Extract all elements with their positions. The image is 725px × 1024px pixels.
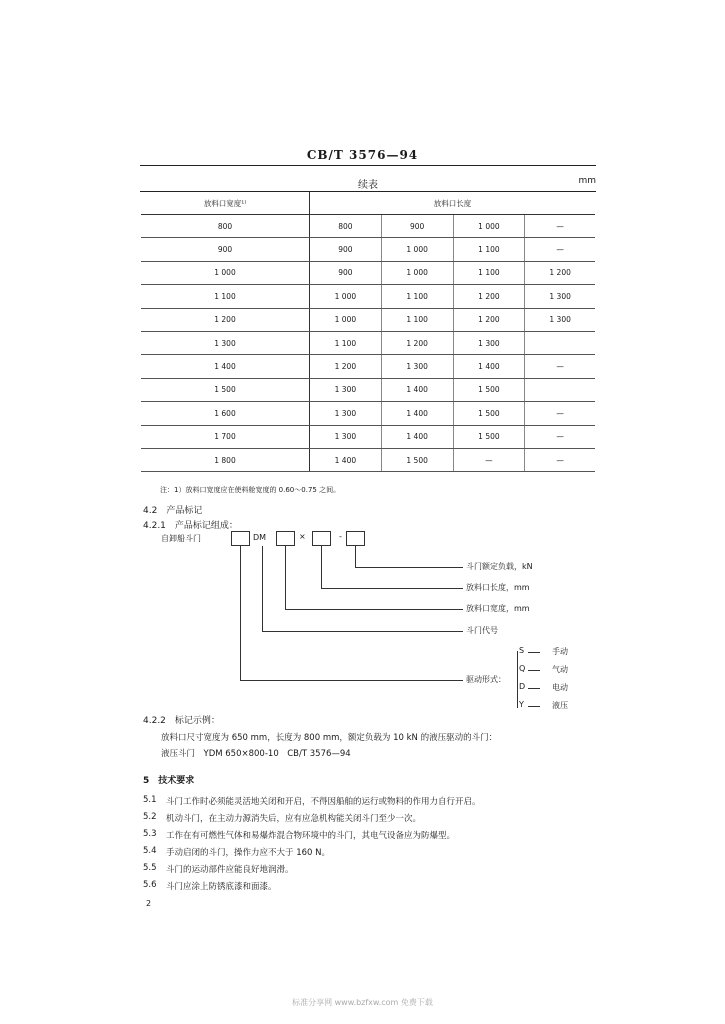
col-header-width: 放料口宽度¹⁾ bbox=[141, 192, 310, 215]
table-row bbox=[141, 215, 595, 238]
label-load: 斗门额定负载，kN bbox=[466, 562, 533, 571]
cell-length: 1 100 bbox=[381, 308, 453, 331]
table-row bbox=[141, 331, 595, 354]
requirement-text: 工作在有可燃性气体和易爆炸混合物环境中的斗门，其电气设备应为防爆型。 bbox=[166, 831, 456, 841]
cell-length: 1 200 bbox=[310, 355, 382, 378]
section-4-2-heading bbox=[143, 503, 202, 516]
cell-length: — bbox=[525, 238, 595, 261]
table-row bbox=[141, 425, 595, 448]
table-row bbox=[141, 261, 595, 284]
watermark: 标准分享网 www.bzfxw.com 免费下载 bbox=[292, 998, 433, 1007]
table-caption: 续表 bbox=[358, 180, 378, 191]
header-rule bbox=[140, 165, 596, 166]
length-box bbox=[312, 531, 331, 546]
requirement-text: 手动启闭的斗门，操作力应不大于 160 N。 bbox=[166, 848, 330, 858]
cell-length: 1 300 bbox=[310, 402, 382, 425]
cell-length: 1 000 bbox=[310, 285, 382, 308]
cell-length: 900 bbox=[310, 238, 382, 261]
section-number: 4.2.2 bbox=[143, 716, 166, 726]
drive-type-dash bbox=[528, 688, 540, 689]
cell-width: 1 600 bbox=[141, 402, 310, 425]
cell-length: 1 300 bbox=[525, 308, 595, 331]
cell-width: 1 200 bbox=[141, 308, 310, 331]
leader-drive-v bbox=[240, 546, 241, 680]
section-number: 5 bbox=[143, 776, 150, 786]
cell-length: 1 200 bbox=[525, 261, 595, 284]
cell-width: 1 500 bbox=[141, 378, 310, 401]
cell-length: 1 400 bbox=[381, 402, 453, 425]
cell-length: 1 100 bbox=[381, 285, 453, 308]
table-header-row bbox=[141, 192, 595, 215]
drive-type-dash bbox=[528, 652, 540, 653]
requirement-number: 5.2 bbox=[143, 812, 157, 822]
section-4-2-1-heading bbox=[143, 518, 238, 531]
leader-drive-h bbox=[240, 680, 463, 681]
page-number: 2 bbox=[146, 899, 152, 908]
cell-length: 800 bbox=[310, 215, 382, 238]
section-title: 产品标记 bbox=[166, 506, 203, 516]
cell-length: 1 500 bbox=[453, 378, 525, 401]
table-row bbox=[141, 355, 595, 378]
cell-width: 1 800 bbox=[141, 448, 310, 471]
cell-width: 1 100 bbox=[141, 285, 310, 308]
standard-number-header: CB/T 3576—94 bbox=[306, 148, 419, 162]
cell-width: 1 400 bbox=[141, 355, 310, 378]
leader-load-h bbox=[355, 567, 463, 568]
leader-code-v bbox=[262, 546, 263, 631]
requirement-number: 5.6 bbox=[143, 880, 157, 890]
table-note: 注：1）放料口宽度应在使料舱宽度的 0.60～0.75 之间。 bbox=[160, 486, 341, 494]
label-drive: 驱动形式： bbox=[466, 675, 506, 684]
table-unit: mm bbox=[578, 176, 596, 186]
product-code: DM bbox=[253, 533, 267, 542]
cell-length: — bbox=[525, 215, 595, 238]
width-box bbox=[276, 531, 295, 546]
cell-length: 1 500 bbox=[381, 448, 453, 471]
label-code: 斗门代号 bbox=[466, 626, 498, 635]
requirement-number: 5.1 bbox=[143, 795, 157, 805]
cell-length: 1 000 bbox=[310, 308, 382, 331]
section-4-2-2-heading bbox=[143, 713, 220, 726]
cell-length: 1 000 bbox=[381, 261, 453, 284]
leader-width-h bbox=[285, 609, 463, 610]
leader-code-h bbox=[262, 631, 463, 632]
requirement-number: 5.4 bbox=[143, 846, 157, 856]
cell-length: 900 bbox=[381, 215, 453, 238]
requirement-text: 斗门应涂上防锈底漆和面漆。 bbox=[166, 882, 277, 892]
cell-length: 1 000 bbox=[381, 238, 453, 261]
section-title: 技术要求 bbox=[158, 776, 195, 786]
requirement-text: 斗门的运动部件应能良好地润滑。 bbox=[166, 865, 294, 875]
cell-length: 1 400 bbox=[310, 448, 382, 471]
cell-length: 1 000 bbox=[453, 215, 525, 238]
drive-type-code: Y bbox=[519, 700, 524, 709]
cell-length: — bbox=[525, 402, 595, 425]
cell-length: 1 300 bbox=[525, 285, 595, 308]
label-width: 放料口宽度，mm bbox=[466, 604, 530, 613]
table-row bbox=[141, 378, 595, 401]
cell-length: 1 300 bbox=[310, 425, 382, 448]
drive-code-box bbox=[231, 531, 250, 546]
cell-width: 900 bbox=[141, 238, 310, 261]
cell-length: 1 100 bbox=[453, 261, 525, 284]
section-5-heading bbox=[143, 773, 194, 786]
table-row bbox=[141, 448, 595, 471]
leader-length-v bbox=[321, 546, 322, 588]
leader-load-v bbox=[355, 546, 356, 567]
dimension-table bbox=[141, 192, 595, 472]
section-title: 产品标记组成： bbox=[174, 521, 238, 531]
requirement-text: 斗门工作时必须能灵活地关闭和开启，不得因船舶的运行或物料的作用力自行开启。 bbox=[166, 797, 481, 807]
cell-length: 1 200 bbox=[453, 308, 525, 331]
drive-type-code: Q bbox=[519, 664, 526, 673]
example-description: 放料口尺寸宽度为 650 mm，长度为 800 mm，额定负载为 10 kN 的液压驱动的斗门： bbox=[161, 733, 498, 743]
section-number: 4.2.1 bbox=[143, 521, 166, 531]
example-marking: 液压斗门 YDM 650×800-10 CB/T 3576—94 bbox=[161, 749, 351, 759]
cell-length bbox=[525, 378, 595, 401]
drive-type-code: D bbox=[519, 682, 526, 691]
times-sign: × bbox=[299, 532, 306, 541]
cell-length: 1 200 bbox=[381, 331, 453, 354]
cell-length: — bbox=[453, 448, 525, 471]
cell-length: 1 100 bbox=[310, 331, 382, 354]
leader-length-h bbox=[321, 588, 463, 589]
cell-length: 1 300 bbox=[453, 331, 525, 354]
drive-type-dash bbox=[528, 670, 540, 671]
cell-width: 1 300 bbox=[141, 331, 310, 354]
cell-length: — bbox=[525, 425, 595, 448]
section-number: 4.2 bbox=[143, 506, 158, 516]
drive-type-name: 电动 bbox=[552, 683, 568, 692]
cell-length: 1 500 bbox=[453, 402, 525, 425]
cell-length: — bbox=[525, 448, 595, 471]
drive-bracket bbox=[517, 651, 518, 708]
cell-length: 1 500 bbox=[453, 425, 525, 448]
cell-length: 1 400 bbox=[381, 425, 453, 448]
dash-sign: - bbox=[339, 532, 342, 541]
table-row bbox=[141, 308, 595, 331]
drive-type-name: 气动 bbox=[552, 665, 568, 674]
cell-length: 1 200 bbox=[453, 285, 525, 308]
cell-length: 1 400 bbox=[453, 355, 525, 378]
table-row bbox=[141, 238, 595, 261]
cell-width: 1 700 bbox=[141, 425, 310, 448]
requirement-number: 5.3 bbox=[143, 829, 157, 839]
section-title: 标记示例： bbox=[174, 716, 220, 726]
cell-length: — bbox=[525, 355, 595, 378]
drive-type-dash bbox=[528, 706, 540, 707]
label-length: 放料口长度，mm bbox=[466, 583, 530, 592]
drive-type-code: S bbox=[519, 646, 525, 655]
table-row bbox=[141, 285, 595, 308]
drive-type-name: 液压 bbox=[552, 701, 568, 710]
leader-width-v bbox=[285, 546, 286, 609]
requirement-number: 5.5 bbox=[143, 863, 157, 873]
cell-width: 800 bbox=[141, 215, 310, 238]
product-name: 自卸船斗门 bbox=[161, 534, 201, 543]
cell-width: 1 000 bbox=[141, 261, 310, 284]
cell-length: 1 300 bbox=[381, 355, 453, 378]
cell-length: 900 bbox=[310, 261, 382, 284]
cell-length: 1 100 bbox=[453, 238, 525, 261]
col-header-length: 放料口长度 bbox=[310, 192, 596, 215]
requirement-text: 机动斗门，在主动力源消失后，应有应急机构能关闭斗门至少一次。 bbox=[166, 814, 422, 824]
cell-length: 1 400 bbox=[381, 378, 453, 401]
table-row bbox=[141, 402, 595, 425]
cell-length: 1 300 bbox=[310, 378, 382, 401]
cell-length bbox=[525, 331, 595, 354]
drive-type-name: 手动 bbox=[552, 647, 568, 656]
load-box bbox=[346, 531, 365, 546]
